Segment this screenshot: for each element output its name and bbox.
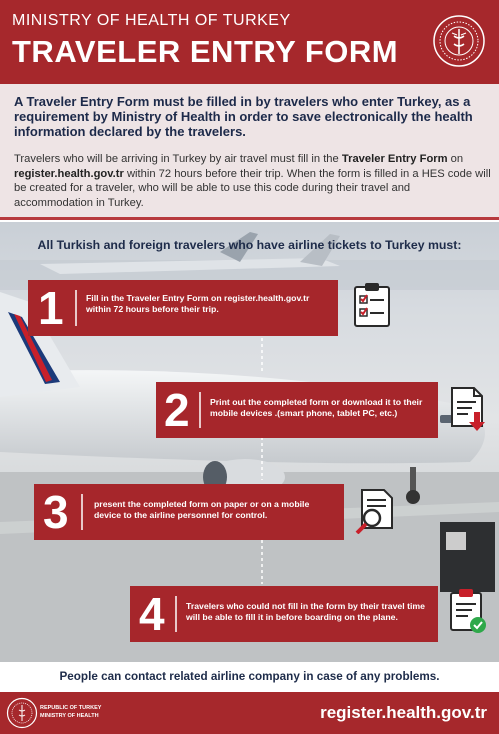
footer-bar [0,692,499,734]
form-name: Traveler Entry Form [341,153,448,165]
intro-lead: A Traveler Entry Form must be filled in by travelers who enter Turkey, as a requirement by Ministry of Health in order to save electronically the health information declared by the travelers. [14,94,473,139]
ministry-emblem-icon [6,697,38,729]
divider [81,494,83,530]
intro-body: Travelers who will be arriving in Turkey by air travel must fill in the Traveler Entry Form on register.health.gov.tr within 72 hours before their trip. When the form is filled in a HES code will be created for a traveler, who will be able to use this code during their travel and accommodation in Turkey. [14,153,491,209]
contact-note: People can contact related airline company in case of any problems. [59,670,440,683]
site-link: register.health.gov.tr [14,167,124,180]
document-download-icon [448,386,488,432]
document-magnifier-icon [354,488,394,534]
step-number: 2 [164,384,190,436]
clipboard-check-icon [448,588,488,634]
step-number: 1 [38,282,64,334]
checklist-clipboard-icon [352,282,392,328]
step-3 [34,484,344,540]
ministry-name: MINISTRY OF HEALTH OF TURKEY [12,12,291,29]
step-4 [130,586,438,642]
ministry-emblem-icon [432,14,486,68]
website-link[interactable]: register.health.gov.tr [320,703,487,722]
step-number: 3 [43,486,69,538]
step-text: Travelers who could not fill in the form by their travel time will be able to fill it in before boarding on the plane. [186,601,425,622]
republic-label: REPUBLIC OF TURKEY MINISTRY OF HEALTH [40,705,102,719]
divider [75,290,77,326]
intro-section [0,84,499,220]
step-1 [28,280,338,336]
step-2 [156,382,438,438]
page-title: TRAVELER ENTRY FORM [12,34,399,69]
requirements-heading: All Turkish and foreign travelers who have airline tickets to Turkey must: [37,238,462,252]
step-text: Print out the completed form or download it to their mobile devices .(smart phone, tablet PC, etc.) [210,397,423,418]
step-text: present the completed form on paper or on a mobile device to the airline personnel for control. [94,499,310,520]
step-number: 4 [139,588,165,640]
header-banner [0,0,499,84]
divider [175,596,177,632]
step-text: Fill in the Traveler Entry Form on register.health.gov.tr within 72 hours before their trip. [86,293,310,314]
steps-section [0,222,499,662]
footer-note [0,662,499,692]
divider [199,392,201,428]
